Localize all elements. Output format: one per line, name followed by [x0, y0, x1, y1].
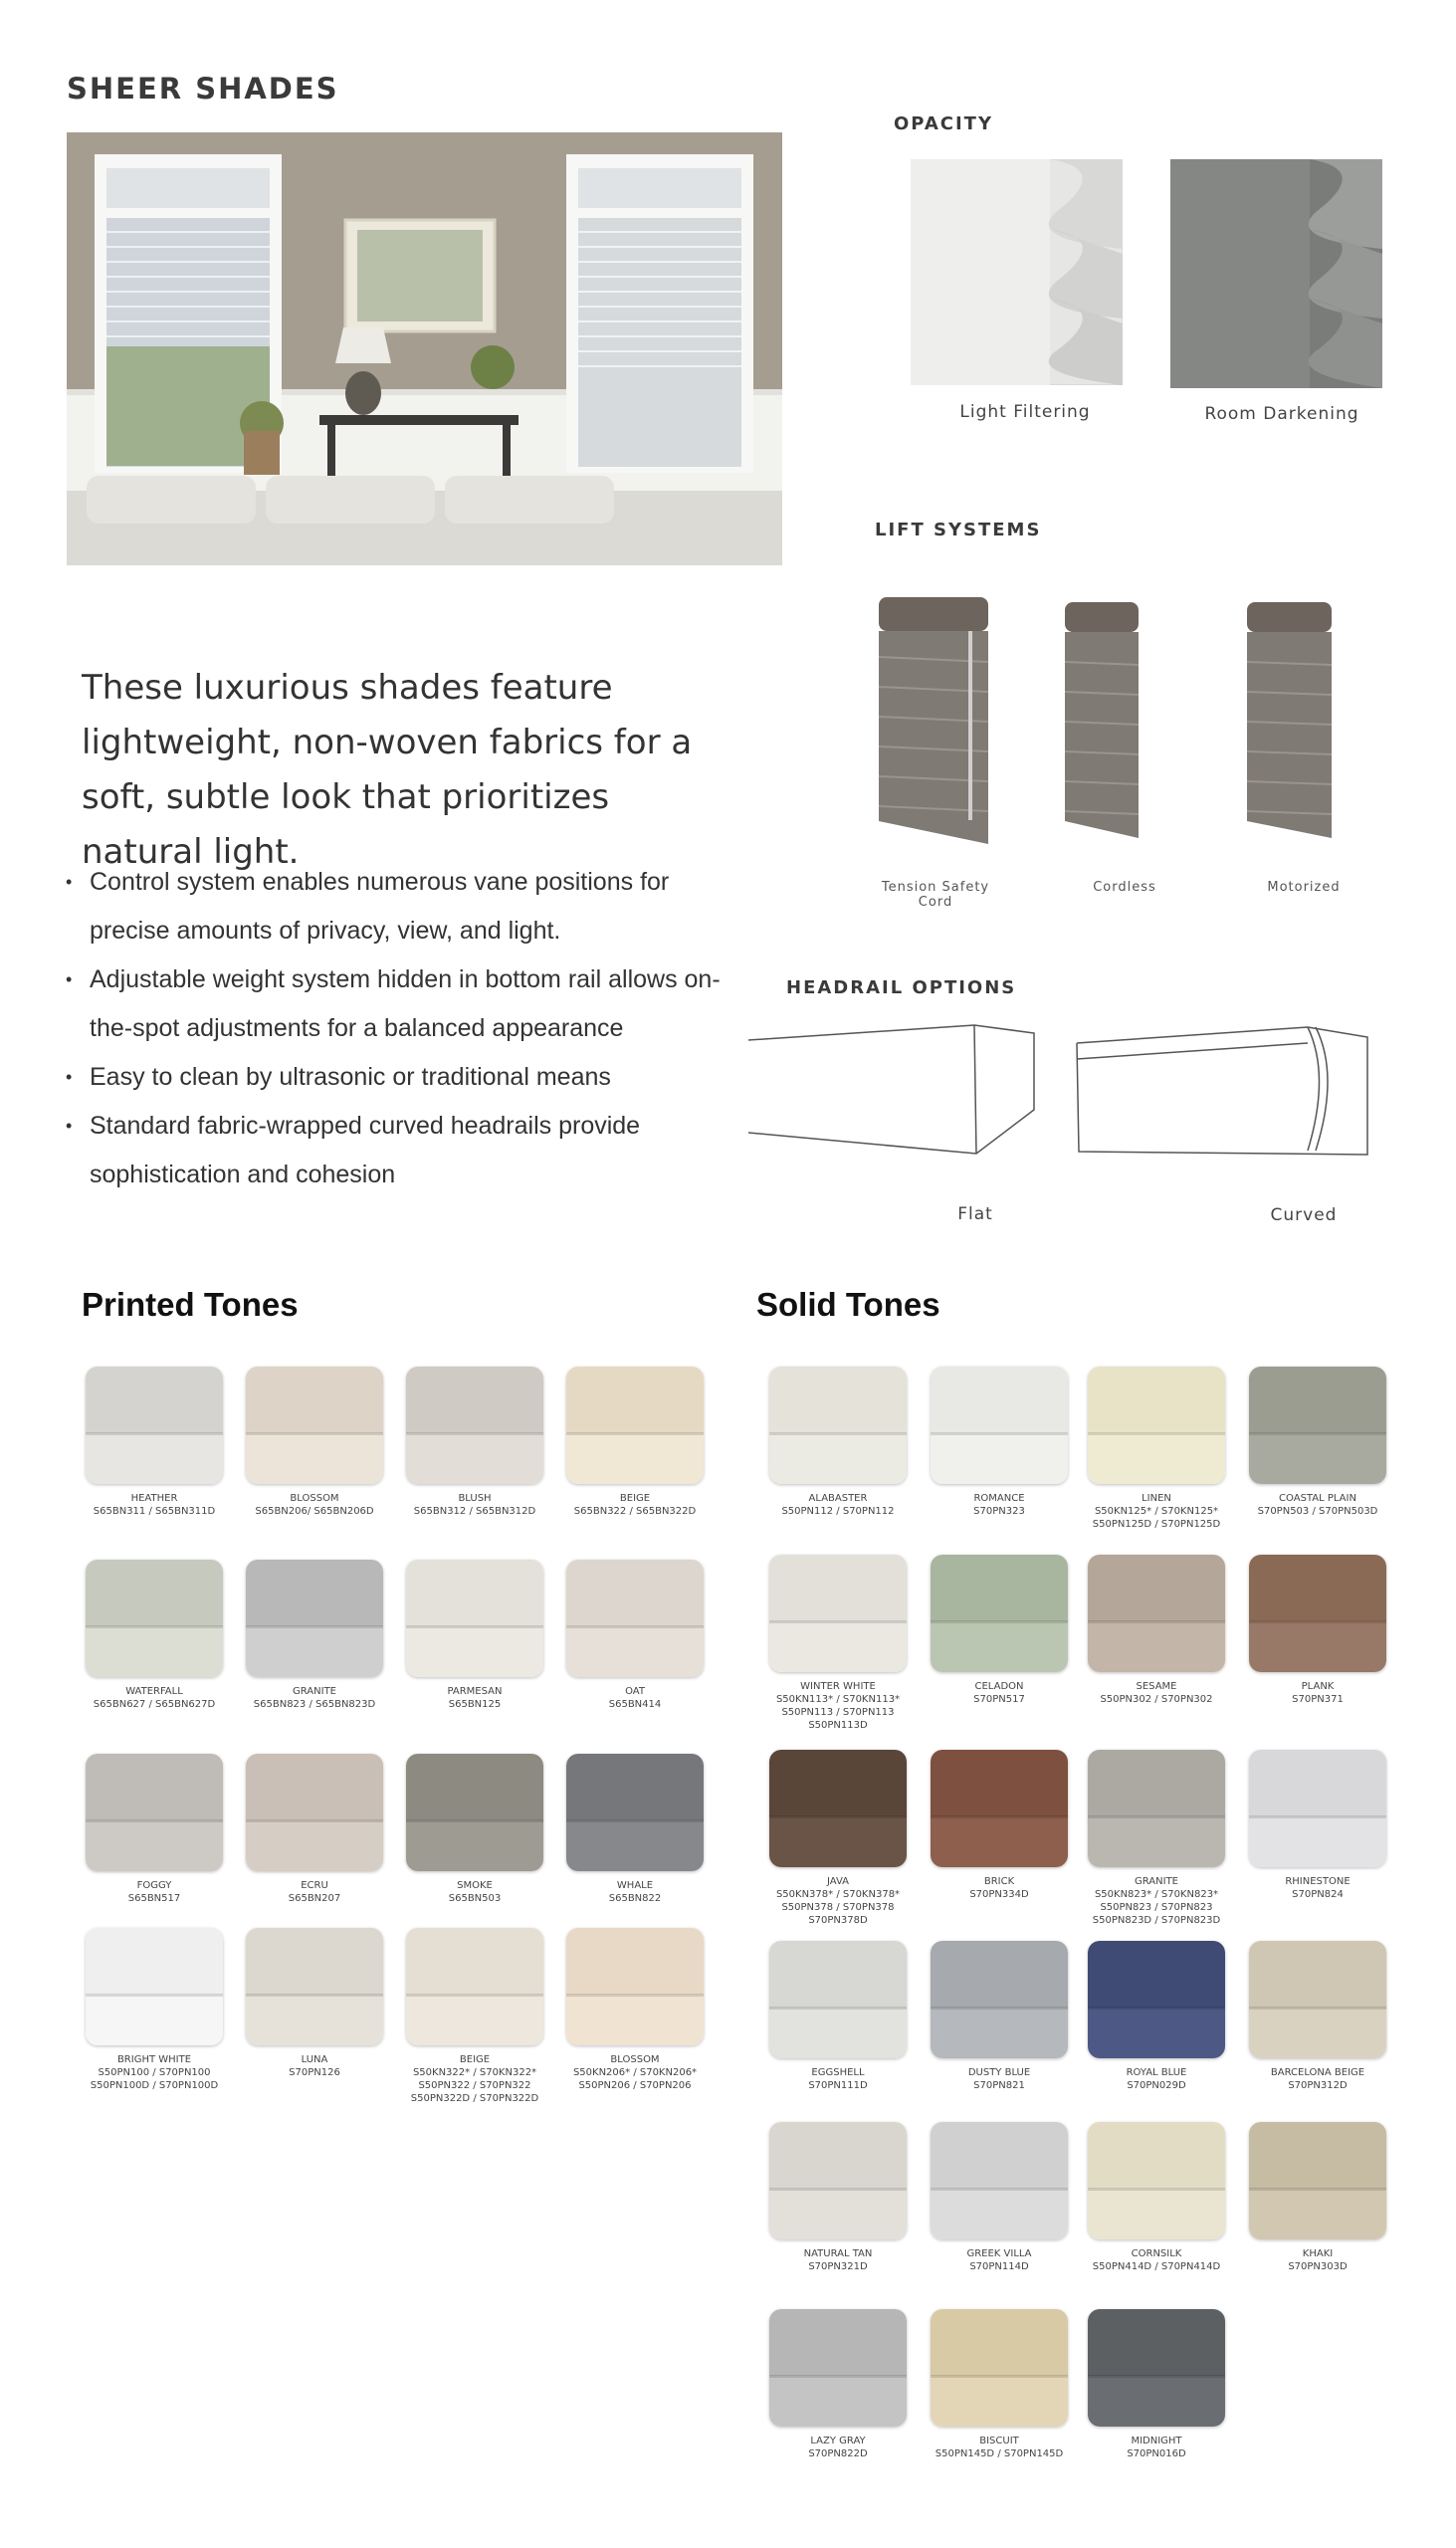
swatch-name: ECRU: [301, 1880, 328, 1891]
swatch: [769, 1555, 907, 1672]
swatch: [1249, 1367, 1386, 1484]
lift-systems-illustration: [869, 577, 1376, 846]
swatch-code: S70PN016D: [1127, 2448, 1186, 2459]
swatch-name: MIDNIGHT: [1131, 2436, 1182, 2446]
swatch-name: PARMESAN: [447, 1686, 503, 1697]
swatch: [406, 1754, 543, 1871]
swatch-code: S70PN312D: [1288, 2080, 1348, 2091]
swatch-code: S50KN322* / S70KN322* S50PN322 / S70PN322 S50PN322D / S70PN322D: [410, 2067, 539, 2104]
feature-list: [66, 858, 742, 1199]
swatch-name: ROMANCE: [973, 1493, 1025, 1504]
swatch-code: S70PN824: [1292, 1889, 1344, 1900]
swatch-name: BEIGE: [459, 2054, 491, 2065]
lift-label-tension: Tension Safety Cord: [881, 880, 990, 910]
swatch-name: WATERFALL: [125, 1686, 183, 1697]
swatch-name: OAT: [625, 1686, 645, 1697]
room-photo: [67, 132, 782, 565]
swatch: [1088, 1555, 1225, 1672]
swatch-name: LAZY GRAY: [810, 2436, 866, 2446]
swatch-name: COASTAL PLAIN: [1279, 1493, 1356, 1504]
lift-label-cordless: Cordless: [1093, 880, 1156, 895]
swatch-code: S65BN627 / S65BN627D: [93, 1699, 216, 1710]
swatch: [566, 1367, 704, 1484]
swatch: [769, 2122, 907, 2239]
swatch: [246, 1367, 383, 1484]
swatch: [1088, 1367, 1225, 1484]
swatch-name: EGGSHELL: [811, 2067, 865, 2078]
swatch-name: JAVA: [826, 1876, 850, 1887]
swatch-name: WINTER WHITE: [800, 1681, 876, 1692]
swatch-code: S65BN207: [288, 1893, 341, 1904]
swatch: [1249, 1941, 1386, 2058]
swatch-name: BRIGHT WHITE: [116, 2054, 192, 2065]
swatch: [769, 1367, 907, 1484]
swatch-code: S65BN312 / S65BN312D: [413, 1506, 536, 1517]
swatch-code: S50PN414D / S70PN414D: [1092, 2261, 1221, 2272]
swatch-code: S70PN029D: [1127, 2080, 1186, 2091]
swatch-name: BARCELONA BEIGE: [1270, 2067, 1365, 2078]
swatch-code: S50PN100 / S70PN100 S50PN100D / S70PN100D: [90, 2067, 219, 2091]
feature-item: • Easy to clean by ultrasonic or traditional means: [66, 1053, 742, 1102]
headrail-illustration: [748, 1015, 1385, 1165]
opacity-heading: OPACITY: [894, 113, 993, 134]
swatch: [246, 1754, 383, 1871]
opacity-label-room-darkening: Room Darkening: [1204, 404, 1359, 424]
swatch-code: S65BN503: [448, 1893, 502, 1904]
swatch-name: SESAME: [1136, 1681, 1177, 1692]
swatch: [931, 1941, 1068, 2058]
swatch-name: LUNA: [301, 2054, 328, 2065]
swatch-name: ROYAL BLUE: [1126, 2067, 1187, 2078]
light-filtering-swatch: [911, 159, 1123, 385]
swatch-code: S70PN334D: [969, 1889, 1029, 1900]
swatch-code: S70PN517: [973, 1694, 1025, 1705]
headrail-label-curved: Curved: [1270, 1205, 1338, 1225]
swatch-name: DUSTY BLUE: [967, 2067, 1031, 2078]
swatch-name: WHALE: [616, 1880, 654, 1891]
swatch-code: S50KN378* / S70KN378* S50PN378 / S70PN378 S70PN378D: [775, 1889, 901, 1926]
swatch: [1249, 1750, 1386, 1867]
swatch-code: S65BN322 / S65BN322D: [573, 1506, 697, 1517]
swatch-name: BLOSSOM: [610, 2054, 660, 2065]
swatch-name: FOGGY: [136, 1880, 172, 1891]
swatch-name: GRANITE: [293, 1686, 336, 1697]
swatch-name: BISCUIT: [979, 2436, 1019, 2446]
swatch-code: S70PN303D: [1288, 2261, 1348, 2272]
swatch-code: S70PN371: [1292, 1694, 1344, 1705]
swatch-name: HEATHER: [130, 1493, 178, 1504]
headrail-label-flat: Flat: [957, 1204, 993, 1224]
swatch: [931, 2122, 1068, 2239]
swatch-code: S65BN311 / S65BN311D: [93, 1506, 216, 1517]
swatch-name: PLANK: [1301, 1681, 1335, 1692]
swatch-code: S70PN114D: [969, 2261, 1029, 2272]
feature-item: • Standard fabric-wrapped curved headrails provide sophistication and cohesion: [66, 1102, 742, 1199]
swatch-code: S65BN822: [608, 1893, 662, 1904]
room-darkening-swatch: [1170, 159, 1382, 388]
swatch-code: S65BN517: [127, 1893, 181, 1904]
swatch-code: S70PN821: [973, 2080, 1025, 2091]
swatch: [1088, 1750, 1225, 1867]
swatch: [86, 1754, 223, 1871]
swatch: [406, 1367, 543, 1484]
swatch-name: LINEN: [1142, 1493, 1171, 1504]
swatch-name: CELADON: [974, 1681, 1024, 1692]
solid-tones-heading: Solid Tones: [756, 1286, 940, 1323]
swatch: [406, 1928, 543, 2045]
swatch-name: GREEK VILLA: [966, 2248, 1032, 2259]
swatch-code: S50KN125* / S70KN125* S50PN125D / S70PN125D: [1092, 1506, 1221, 1530]
swatch: [86, 1367, 223, 1484]
swatch-code: S70PN323: [973, 1506, 1025, 1517]
swatch: [931, 2309, 1068, 2427]
swatch: [931, 1367, 1068, 1484]
swatch: [86, 1928, 223, 2045]
swatch: [406, 1560, 543, 1677]
swatch-name: RHINESTONE: [1285, 1876, 1351, 1887]
swatch-code: S70PN111D: [808, 2080, 868, 2091]
swatch-name: BRICK: [983, 1876, 1015, 1887]
swatch-code: S65BN206/ S65BN206D: [255, 1506, 374, 1517]
swatch: [769, 2309, 907, 2427]
printed-tones-heading: Printed Tones: [82, 1286, 299, 1323]
swatch: [246, 1928, 383, 2045]
swatch: [769, 1750, 907, 1867]
swatch: [931, 1555, 1068, 1672]
swatch: [1249, 2122, 1386, 2239]
swatch-code: S50PN112 / S70PN112: [781, 1506, 895, 1517]
swatch-code: S50KN113* / S70KN113* S50PN113 / S70PN113 S50PN113D: [775, 1694, 901, 1731]
swatch: [566, 1560, 704, 1677]
swatch-name: SMOKE: [457, 1880, 493, 1891]
swatch-name: BEIGE: [619, 1493, 651, 1504]
feature-item: • Adjustable weight system hidden in bottom rail allows on-the-spot adjustments for a balanced appearance: [66, 956, 742, 1053]
swatch-name: BLUSH: [458, 1493, 492, 1504]
swatch: [246, 1560, 383, 1677]
swatch: [1088, 1941, 1225, 2058]
swatch-code: S50PN302 / S70PN302: [1100, 1694, 1213, 1705]
swatch-code: S50KN823* / S70KN823* S50PN823 / S70PN823 S50PN823D / S70PN823D: [1092, 1889, 1221, 1926]
opacity-label-light-filtering: Light Filtering: [959, 402, 1091, 422]
swatch-name: BLOSSOM: [290, 1493, 339, 1504]
swatch-code: S65BN823 / S65BN823D: [253, 1699, 376, 1710]
feature-item: • Control system enables numerous vane positions for precise amounts of privacy, view, and light.: [66, 858, 742, 956]
swatch-code: S50KN206* / S70KN206* S50PN206 / S70PN206: [572, 2067, 698, 2091]
swatch-name: GRANITE: [1135, 1876, 1178, 1887]
swatch-code: S65BN125: [448, 1699, 502, 1710]
swatch-name: CORNSILK: [1131, 2248, 1182, 2259]
swatch-name: KHAKI: [1302, 2248, 1334, 2259]
swatch: [931, 1750, 1068, 1867]
swatch-code: S70PN126: [289, 2067, 340, 2078]
swatch-name: ALABASTER: [808, 1493, 868, 1504]
swatch-code: S70PN503 / S70PN503D: [1257, 1506, 1378, 1517]
swatch-code: S50PN145D / S70PN145D: [935, 2448, 1064, 2459]
swatch: [1088, 2122, 1225, 2239]
lift-label-motorized: Motorized: [1267, 880, 1341, 895]
intro-text: These luxurious shades feature lightweight, non-woven fabrics for a soft, subtle look that prioritizes natural light.: [82, 668, 693, 872]
swatch-code: S70PN321D: [808, 2261, 868, 2272]
swatch: [566, 1754, 704, 1871]
swatch-code: S65BN414: [608, 1699, 662, 1710]
swatch: [1249, 1555, 1386, 1672]
swatch: [566, 1928, 704, 2045]
swatch-name: NATURAL TAN: [803, 2248, 873, 2259]
page-title: SHEER SHADES: [67, 72, 339, 106]
swatch: [86, 1560, 223, 1677]
headrail-heading: HEADRAIL OPTIONS: [786, 977, 1017, 998]
swatch-code: S70PN822D: [808, 2448, 868, 2459]
swatch: [769, 1941, 907, 2058]
lift-systems-heading: LIFT SYSTEMS: [875, 520, 1042, 540]
swatch: [1088, 2309, 1225, 2427]
